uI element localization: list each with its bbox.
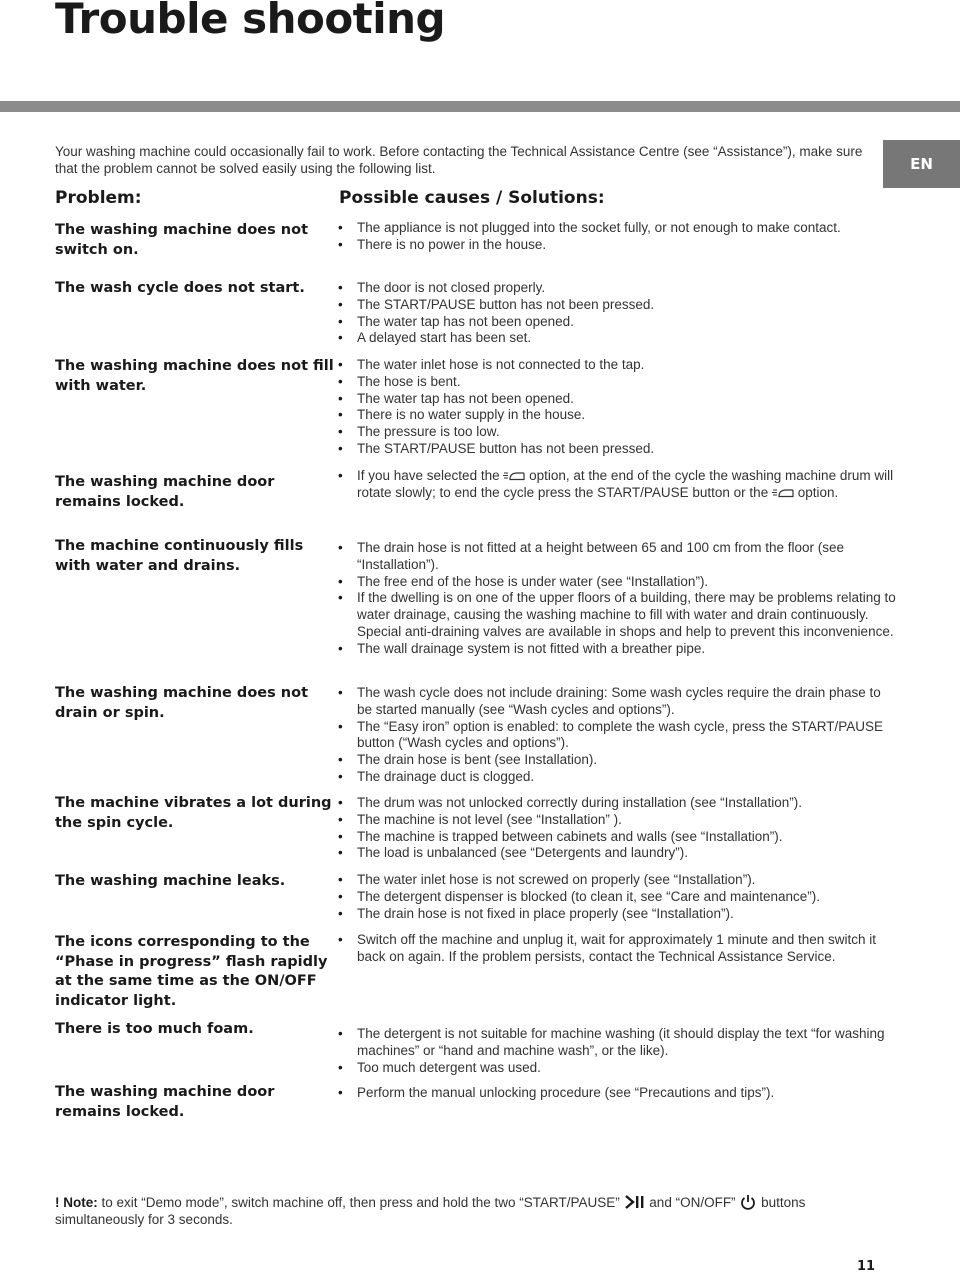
problem-text: The washing machine does not drain or spin. [55,685,309,721]
list-item: • The START/PAUSE button has not been pressed. [336,297,896,314]
causes-list [336,1026,896,1076]
note-text: and “ON/OFF” [649,1195,736,1210]
demo-mode-note [55,1194,875,1228]
list-item: • The drain hose is bent (see Installation). [336,752,896,769]
list-item: • The load is unbalanced (see “Detergents and laundry”). [336,845,896,862]
note-label: Note: [63,1195,98,1210]
causes-list [336,280,896,347]
problem-text: The washing machine door remains locked. [55,1084,275,1120]
list-item: • The START/PAUSE button has not been pressed. [336,441,896,458]
list-item: • The drainage duct is clogged. [336,769,896,786]
list-item [336,468,896,502]
list-item: • The machine is trapped between cabinets and walls (see “Installation”). [336,829,896,846]
easy-iron-icon [503,471,525,481]
list-item: • The detergent dispenser is blocked (to clean it, see “Care and maintenance”). [336,889,896,906]
list-item: • There is no water supply in the house. [336,407,896,424]
list-item: • The wall drainage system is not fitted with a breather pipe. [336,641,896,658]
list-item: • The water inlet hose is not connected to the tap. [336,357,896,374]
page-number: 11 [857,1259,876,1274]
list-item: • A delayed start has been set. [336,330,896,347]
list-item: • The hose is bent. [336,374,896,391]
problem-text: The washing machine door remains locked. [55,474,275,510]
title-rule [0,101,960,112]
list-item: • Switch off the machine and unplug it, wait for approximately 1 minute and then switch it back on again. If the problem persists, contact the Technical Assistance Service. [336,932,896,966]
causes-list [336,468,896,502]
problem-text: The machine vibrates a lot during the spin cycle. [55,795,332,831]
list-item: • The machine is not level (see “Installation” ). [336,812,896,829]
causes-list [336,685,896,786]
list-item: • The water inlet hose is not screwed on properly (see “Installation”). [336,872,896,889]
solutions-column-header: Possible causes / Solutions: [339,188,605,208]
list-item: • The drum was not unlocked correctly during installation (see “Installation”). [336,795,896,812]
causes-list [336,932,896,966]
list-item: • The door is not closed properly. [336,280,896,297]
note-mark: ! [55,1195,60,1210]
cause-text: option, at the end of the cycle the washing machine drum will rotate slowly; to end the cycle press the START/PAUSE button or the [357,468,894,500]
language-tab: EN [883,140,960,188]
causes-list [336,1085,896,1102]
list-item: • The drain hose is not fixed in place properly (see “Installation”). [336,906,896,923]
causes-list [336,220,896,254]
list-item: • The detergent is not suitable for machine washing (it should display the text “for washing machines” or “hand and machine wash”, or the like). [336,1026,896,1060]
page-title: Trouble shooting [55,0,446,43]
problem-text: The washing machine leaks. [55,873,286,889]
causes-list [336,795,896,862]
problem-column-header: Problem: [55,188,142,208]
list-item: • The pressure is too low. [336,424,896,441]
list-item: • The wash cycle does not include draining: Some wash cycles require the drain phase to be started manually (see “Wash cycles and options”). [336,685,896,719]
intro-text: Your washing machine could occasionally fail to work. Before contacting the Technical Assistance Centre (see “Assistance”), make sure that the problem cannot be solved easily using the following list. [55,144,863,176]
problem-text: The wash cycle does not start. [55,280,305,296]
problem-text: There is too much foam. [55,1021,254,1037]
list-item: • Too much detergent was used. [336,1060,896,1077]
list-item: • The water tap has not been opened. [336,391,896,408]
causes-list [336,872,896,922]
cause-text: If you have selected the [357,468,500,483]
start-pause-icon [624,1194,646,1210]
problem-text: The washing machine does not fill with water. [55,358,334,394]
list-item: • There is no power in the house. [336,237,896,254]
cause-text: option. [797,484,839,500]
list-item: • If the dwelling is on one of the upper floors of a building, there may be problems relating to water drainage, causing the washing machine to fill with water and drain continuously. Special anti-draining valves are available in shops and help to prevent this inconvenience. [336,590,896,640]
causes-list [336,540,896,658]
list-item: • The water tap has not been opened. [336,314,896,331]
list-item: • The appliance is not plugged into the socket fully, or not enough to make contact. [336,220,896,237]
problem-text: The icons corresponding to the “Phase in progress” flash rapidly at the same time as the ON/OFF indicator light. [55,934,328,1009]
list-item: • The free end of the hose is under water (see “Installation”). [336,574,896,591]
note-text: buttons simultaneously for 3 seconds. [55,1195,806,1227]
list-item: • The drain hose is not fitted at a height between 65 and 100 cm from the floor (see “Installation”). [336,540,896,574]
list-item: • The “Easy iron” option is enabled: to complete the wash cycle, press the START/PAUSE button (“Wash cycles and options”). [336,719,896,753]
causes-list [336,357,896,458]
power-icon [739,1194,757,1210]
list-item: • Perform the manual unlocking procedure (see “Precautions and tips”). [336,1085,896,1102]
easy-iron-icon [772,488,794,498]
problem-text: The machine continuously fills with water and drains. [55,538,304,574]
note-text: to exit “Demo mode”, switch machine off, then press and hold the two “START/PAUSE” [101,1195,620,1210]
problem-text: The washing machine does not switch on. [55,222,309,258]
